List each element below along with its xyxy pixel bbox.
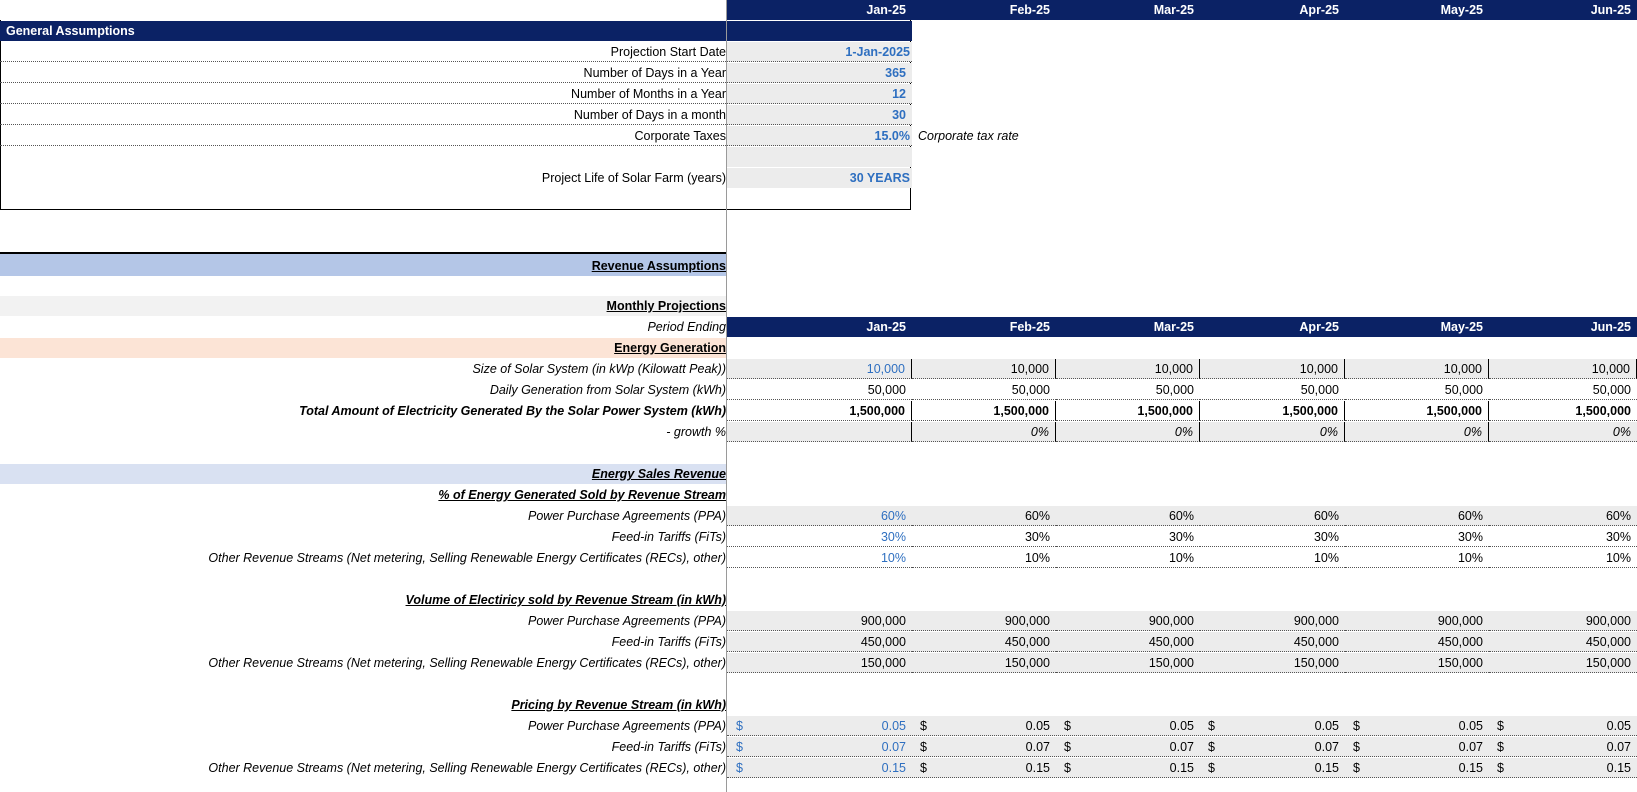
month-cell[interactable]: Mar-25 xyxy=(1056,317,1200,337)
days-in-year-cell[interactable]: 365 xyxy=(727,63,912,83)
vol-cell[interactable]: 900,000 xyxy=(727,611,912,631)
frozen-pane-divider xyxy=(726,0,727,792)
row-label: Daily Generation from Solar System (kWh) xyxy=(489,383,726,397)
general-row xyxy=(0,126,1637,146)
month-cell[interactable]: May-25 xyxy=(1345,0,1489,20)
growth-cell[interactable]: 0% xyxy=(1200,422,1345,442)
price-cell[interactable]: 0.15 xyxy=(1606,761,1631,775)
growth-cell[interactable]: 0% xyxy=(1345,422,1489,442)
row-label: Number of Days in a Year xyxy=(0,63,726,83)
row-label: Corporate Taxes xyxy=(0,126,726,146)
row-label: Other Revenue Streams (Net metering, Selling Renewable Energy Certificates (RECs), other) xyxy=(208,656,726,670)
size-cell[interactable]: 10,000 xyxy=(1345,359,1489,379)
month-cell[interactable]: Apr-25 xyxy=(1200,0,1345,20)
total-cell[interactable]: 1,500,000 xyxy=(1056,401,1200,421)
vol-cell[interactable]: 450,000 xyxy=(912,632,1056,652)
pct-cell[interactable]: 10% xyxy=(912,548,1056,568)
pct-cell[interactable]: 60% xyxy=(912,506,1056,526)
price-cell[interactable]: 0.15 xyxy=(1314,761,1339,775)
pct-cell[interactable]: 30% xyxy=(912,527,1056,547)
price-cell[interactable]: 0.05 xyxy=(1169,719,1194,733)
size-cell[interactable]: 10,000 xyxy=(1056,359,1200,379)
price-cell[interactable]: 0.07 xyxy=(1606,740,1631,754)
size-row xyxy=(0,359,1637,379)
total-cell[interactable]: 1,500,000 xyxy=(1345,401,1489,421)
pct-cell[interactable]: 10% xyxy=(1489,548,1637,568)
period-ending-row xyxy=(0,317,1637,337)
pct-cell[interactable]: 10% xyxy=(1200,548,1345,568)
general-row xyxy=(0,63,912,83)
price-cell[interactable]: 0.05 xyxy=(1458,719,1483,733)
currency-symbol: $ xyxy=(1497,740,1504,754)
general-row xyxy=(0,84,912,104)
month-cell[interactable]: May-25 xyxy=(1345,317,1489,337)
currency-symbol: $ xyxy=(1208,740,1215,754)
currency-symbol: $ xyxy=(1497,719,1504,733)
pct-cell[interactable]: 10% xyxy=(1056,548,1200,568)
days-in-month-cell[interactable]: 30 xyxy=(727,105,912,125)
currency-symbol: $ xyxy=(1064,761,1071,775)
currency-symbol: $ xyxy=(736,719,743,733)
price-cell[interactable]: 0.07 xyxy=(1314,740,1339,754)
empty-cell xyxy=(727,147,912,167)
monthly-projections-row xyxy=(0,296,1637,316)
vol-cell[interactable]: 150,000 xyxy=(727,653,912,673)
pct-cell[interactable]: 30% xyxy=(1200,527,1345,547)
row-label: Size of Solar System (in kWp (Kilowatt Peak)) xyxy=(472,362,726,376)
row-label: Feed-in Tariffs (FiTs) xyxy=(611,740,726,754)
total-generation-row xyxy=(0,401,1637,421)
pct-cell[interactable]: 60% xyxy=(1056,506,1200,526)
energy-generation-row xyxy=(0,338,1637,358)
daily-cell[interactable]: 50,000 xyxy=(912,380,1056,400)
vol-cell[interactable]: 150,000 xyxy=(1200,653,1345,673)
corporate-taxes-cell[interactable]: 15.0% xyxy=(727,126,912,146)
row-label: Power Purchase Agreements (PPA) xyxy=(528,614,726,628)
general-row xyxy=(0,42,912,62)
row-label: Monthly Projections xyxy=(0,296,726,316)
currency-symbol: $ xyxy=(920,719,927,733)
vol-cell[interactable]: 150,000 xyxy=(1056,653,1200,673)
month-cell[interactable]: Jun-25 xyxy=(1489,0,1637,20)
energy-sales-row xyxy=(0,464,1637,484)
pct-row-ppa xyxy=(0,506,1637,526)
month-cell[interactable]: Jan-25 xyxy=(727,317,912,337)
row-label: Other Revenue Streams (Net metering, Selling Renewable Energy Certificates (RECs), other) xyxy=(208,551,726,565)
price-cell[interactable]: 0.05 xyxy=(881,719,906,733)
total-cell[interactable]: 1,500,000 xyxy=(912,401,1056,421)
month-cell[interactable]: Jun-25 xyxy=(1489,317,1637,337)
currency-symbol: $ xyxy=(1353,740,1360,754)
corporate-tax-note: Corporate tax rate xyxy=(918,129,1019,143)
price-row-fits xyxy=(0,737,1637,757)
growth-row xyxy=(0,422,1637,442)
vol-cell[interactable]: 900,000 xyxy=(912,611,1056,631)
size-cell[interactable]: 10,000 xyxy=(1200,359,1345,379)
pct-cell[interactable]: 30% xyxy=(1489,527,1637,547)
price-cell[interactable]: 0.15 xyxy=(881,761,906,775)
vol-cell[interactable]: 450,000 xyxy=(1200,632,1345,652)
price-cell[interactable]: 0.07 xyxy=(1169,740,1194,754)
vol-cell[interactable]: 900,000 xyxy=(1056,611,1200,631)
row-label: Feed-in Tariffs (FiTs) xyxy=(611,635,726,649)
currency-symbol: $ xyxy=(1208,719,1215,733)
pct-cell[interactable]: 60% xyxy=(1489,506,1637,526)
section-title: General Assumptions xyxy=(0,21,912,41)
currency-symbol: $ xyxy=(1353,761,1360,775)
general-row-spacer xyxy=(0,147,912,167)
vol-row-fits xyxy=(0,632,1637,652)
general-assumptions-header xyxy=(0,21,912,41)
pct-cell[interactable]: 30% xyxy=(727,527,912,547)
vol-cell[interactable]: 900,000 xyxy=(1489,611,1637,631)
row-label: Project Life of Solar Farm (years) xyxy=(541,171,726,185)
projection-start-date-cell[interactable]: 1-Jan-2025 xyxy=(727,42,912,62)
growth-cell[interactable]: 0% xyxy=(1056,422,1200,442)
revenue-assumptions-band xyxy=(0,252,726,276)
row-label: Energy Generation xyxy=(0,338,726,358)
currency-symbol: $ xyxy=(920,740,927,754)
month-cell[interactable]: Jan-25 xyxy=(727,0,912,20)
price-cell[interactable]: 0.05 xyxy=(1025,719,1050,733)
vol-cell[interactable]: 150,000 xyxy=(912,653,1056,673)
currency-symbol: $ xyxy=(1497,761,1504,775)
vol-cell[interactable]: 150,000 xyxy=(1489,653,1637,673)
currency-symbol: $ xyxy=(1064,719,1071,733)
row-label: Power Purchase Agreements (PPA) xyxy=(528,719,726,733)
pct-header-row xyxy=(0,485,1637,505)
price-cell[interactable]: 0.15 xyxy=(1458,761,1483,775)
pct-cell[interactable]: 10% xyxy=(727,548,912,568)
price-cell[interactable]: 0.05 xyxy=(1606,719,1631,733)
pct-row-fits xyxy=(0,527,1637,547)
pct-cell[interactable]: 60% xyxy=(727,506,912,526)
section-title: Revenue Assumptions xyxy=(591,259,726,273)
general-row xyxy=(0,105,912,125)
price-cell[interactable]: 0.07 xyxy=(1458,740,1483,754)
row-label: Total Amount of Electricity Generated By the Solar Power System (kWh) xyxy=(299,404,726,418)
month-cell[interactable]: Feb-25 xyxy=(912,0,1056,20)
row-label: % of Energy Generated Sold by Revenue Stream xyxy=(438,488,726,502)
price-header-row xyxy=(0,695,1637,715)
row-label: Number of Days in a month xyxy=(0,105,726,125)
currency-symbol: $ xyxy=(920,761,927,775)
vol-cell[interactable]: 450,000 xyxy=(1056,632,1200,652)
price-row-ppa xyxy=(0,716,1637,736)
growth-cell[interactable]: 0% xyxy=(912,422,1056,442)
price-cell[interactable]: 0.05 xyxy=(1314,719,1339,733)
size-cell[interactable]: 10,000 xyxy=(727,359,912,379)
row-label: Number of Months in a Year xyxy=(0,84,726,104)
price-cell[interactable]: 0.15 xyxy=(1025,761,1050,775)
pct-cell[interactable]: 30% xyxy=(1056,527,1200,547)
months-in-year-cell[interactable]: 12 xyxy=(727,84,912,104)
daily-cell[interactable]: 50,000 xyxy=(1200,380,1345,400)
currency-symbol: $ xyxy=(1208,761,1215,775)
currency-symbol: $ xyxy=(736,740,743,754)
currency-symbol: $ xyxy=(736,761,743,775)
row-label: Period Ending xyxy=(647,320,726,334)
month-cell[interactable]: Mar-25 xyxy=(1056,0,1200,20)
daily-cell[interactable]: 50,000 xyxy=(1345,380,1489,400)
daily-generation-row xyxy=(0,380,1637,400)
vol-cell[interactable]: 450,000 xyxy=(727,632,912,652)
daily-cell[interactable]: 50,000 xyxy=(727,380,912,400)
daily-cell[interactable]: 50,000 xyxy=(1489,380,1637,400)
growth-cell[interactable]: 0% xyxy=(1489,422,1637,442)
row-label: Projection Start Date xyxy=(0,42,726,62)
price-cell[interactable]: 0.07 xyxy=(1025,740,1050,754)
vol-cell[interactable]: 900,000 xyxy=(1200,611,1345,631)
pct-cell[interactable]: 10% xyxy=(1345,548,1489,568)
row-label: Energy Sales Revenue xyxy=(0,464,726,484)
currency-symbol: $ xyxy=(1353,719,1360,733)
row-label: Volume of Electiricy sold by Revenue Stream (in kWh) xyxy=(405,593,726,607)
vol-cell[interactable]: 450,000 xyxy=(1489,632,1637,652)
size-cell[interactable]: 10,000 xyxy=(912,359,1056,379)
vol-cell[interactable]: 450,000 xyxy=(1345,632,1489,652)
row-label: Feed-in Tariffs (FiTs) xyxy=(611,530,726,544)
size-cell[interactable]: 10,000 xyxy=(1489,359,1637,379)
vol-row-other xyxy=(0,653,1637,673)
month-cell[interactable]: Apr-25 xyxy=(1200,317,1345,337)
total-cell[interactable]: 1,500,000 xyxy=(1489,401,1637,421)
vol-cell[interactable]: 150,000 xyxy=(1345,653,1489,673)
daily-cell[interactable]: 50,000 xyxy=(1056,380,1200,400)
row-label: Other Revenue Streams (Net metering, Selling Renewable Energy Certificates (RECs), other) xyxy=(208,761,726,775)
row-label: - growth % xyxy=(666,425,726,439)
vol-cell[interactable]: 900,000 xyxy=(1345,611,1489,631)
general-row xyxy=(0,168,912,188)
pct-cell[interactable]: 60% xyxy=(1345,506,1489,526)
total-cell[interactable]: 1,500,000 xyxy=(727,401,912,421)
row-label: Pricing by Revenue Stream (in kWh) xyxy=(511,698,726,712)
vol-row-ppa xyxy=(0,611,1637,631)
pct-row-other xyxy=(0,548,1637,568)
month-header-top xyxy=(0,0,1637,20)
project-life-cell[interactable]: 30 YEARS xyxy=(727,168,912,188)
row-label: Power Purchase Agreements (PPA) xyxy=(528,509,726,523)
total-cell[interactable]: 1,500,000 xyxy=(1200,401,1345,421)
price-cell[interactable]: 0.15 xyxy=(1169,761,1194,775)
vol-header-row xyxy=(0,590,1637,610)
growth-cell[interactable] xyxy=(727,422,912,442)
pct-cell[interactable]: 60% xyxy=(1200,506,1345,526)
price-row-other xyxy=(0,758,1637,778)
currency-symbol: $ xyxy=(1064,740,1071,754)
pct-cell[interactable]: 30% xyxy=(1345,527,1489,547)
price-cell[interactable]: 0.07 xyxy=(881,740,906,754)
month-cell[interactable]: Feb-25 xyxy=(912,317,1056,337)
